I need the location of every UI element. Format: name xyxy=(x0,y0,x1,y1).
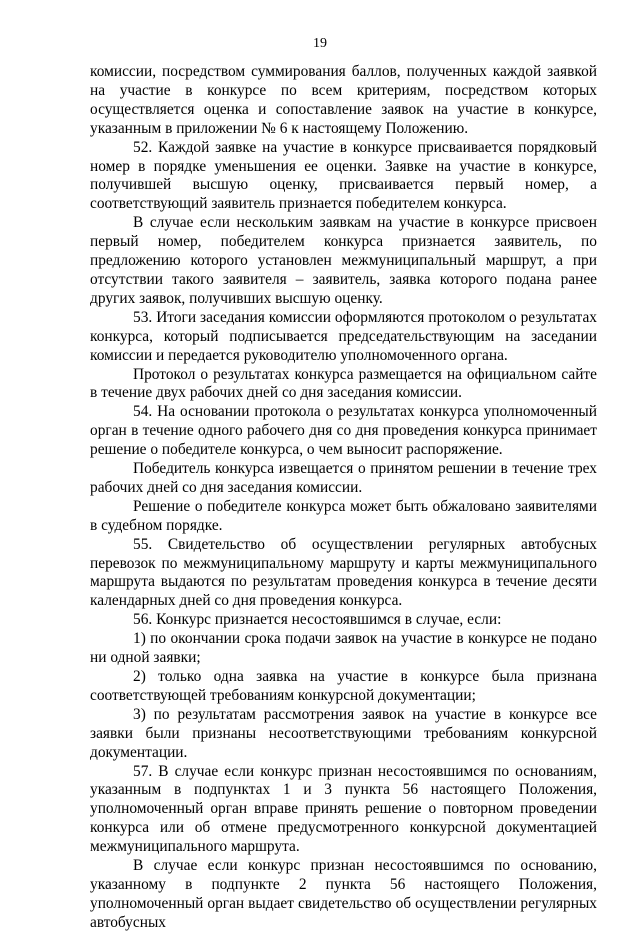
paragraph-52-tie-rule: В случае если нескольким заявкам на участие в конкурсе присвоен первый номер, победителем конкурса признается заявитель, по предложению которого установлен межмуниципальный маршрут, а при отсутствии такого заявителя – заявитель, заявка которого подана ранее других заявок, получивших высшую оценку. xyxy=(90,214,597,307)
paragraph-54-winner-notice: Победитель конкурса извещается о принятом решении в течение трех рабочих дней со дня заседания комиссии. xyxy=(90,460,597,496)
paragraph-53-protocol-publication: Протокол о результатах конкурса размещается на официальном сайте в течение двух рабочих дней со дня заседания комиссии. xyxy=(90,365,597,402)
page-number: 19 xyxy=(313,36,327,51)
paragraph-56: 56. Конкурс признается несостоявшимся в случае, если: xyxy=(133,611,502,629)
paragraph-53: 53. Итоги заседания комиссии оформляются протоколом о результатах конкурса, который подписывается председательствующим на заседании комиссии и передается руководителю уполномоченного органа. xyxy=(90,308,597,364)
paragraph-continuation: комиссии, посредством суммирования баллов, полученных каждой заявкой на участие в конкурсе по всем критериям, посредством которых осуществляется оценка и сопоставление заявок на участие в конкурсе, указанным в приложении № 6 к настоящему Положению. xyxy=(90,63,597,137)
paragraph-52: 52. Каждой заявке на участие в конкурсе присваивается порядковый номер в порядке уменьшения ее оценки. Заявке на участие в конкурсе, получившей высшую оценку, присваивается первый номер, а соответствующий заявитель признается победителем конкурса. xyxy=(90,138,597,213)
paragraph-57-single-bid: В случае если конкурс признан несостоявшимся по основанию, указанному в подпункте 2 пункта 56 настоящего Положения, уполномоченный орган выдает свидетельство об осуществлении регулярных автобусных xyxy=(90,857,597,931)
paragraph-54: 54. На основании протокола о результатах конкурса уполномоченный орган в течение одного рабочего дня со дня проведения конкурса принимает решение о победителе конкурса, о чем выносит распоряжение. xyxy=(90,403,597,459)
paragraph-56-item-2: 2) только одна заявка на участие в конкурсе была признана соответствующей требованиям конкурсной документации; xyxy=(90,668,597,704)
document-body xyxy=(90,63,597,933)
paragraph-54-appeal: Решение о победителе конкурса может быть обжаловано заявителями в судебном порядке. xyxy=(90,497,597,534)
paragraph-55: 55. Свидетельство об осуществлении регулярных автобусных перевозок по межмуниципальному маршруту и карты межмуниципального маршрута выдаются по результатам проведения конкурса в течение десяти календарных дней со дня проведения конкурса. xyxy=(90,535,597,610)
paragraph-56-item-3: 3) по результатам рассмотрения заявок на участие в конкурсе все заявки были признаны несоответствующими требованиям конкурсной документации. xyxy=(90,705,597,761)
paragraph-56-item-1: 1) по окончании срока подачи заявок на участие в конкурсе не подано ни одной заявки; xyxy=(90,630,597,667)
paragraph-57: 57. В случае если конкурс признан несостоявшимся по основаниям, указанным в подпунктах 1 и 3 пункта 56 настоящего Положения, уполномоченный орган вправе принять решение о повторном проведении конкурса или об отмене предусмотренного конкурсной документацией межмуниципального маршрута. xyxy=(90,762,597,856)
